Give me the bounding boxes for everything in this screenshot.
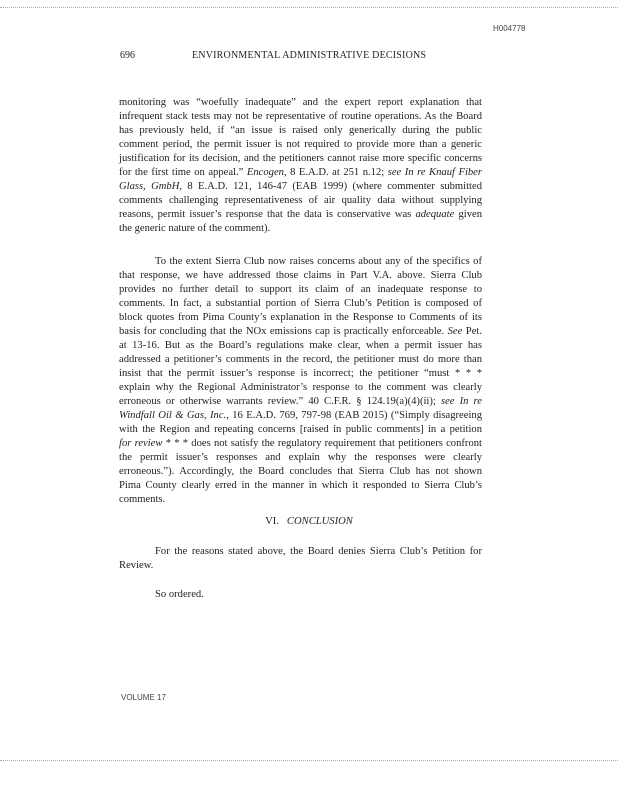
text-line <box>119 545 482 559</box>
text-line <box>119 311 482 325</box>
text-line <box>119 339 482 353</box>
text-run: comments. <box>119 494 166 505</box>
italic-text-run: see In re Knauf Fiber <box>387 167 483 178</box>
text-line <box>119 208 482 222</box>
text-line <box>119 110 482 124</box>
text-line <box>119 409 482 423</box>
text-run: block quotes from Pima County’s explanation in the Response to Comments of its <box>119 312 482 323</box>
italic-text-run: Encogen <box>246 167 284 178</box>
text-run: addressed a petitioner’s comments in the record, the petitioner must do more than <box>119 354 482 365</box>
paragraph-2 <box>119 255 482 507</box>
text-line <box>119 180 482 194</box>
text-line <box>119 437 482 451</box>
text-line <box>119 423 482 437</box>
text-line <box>119 124 482 138</box>
text-run: insist that the permit issuer’s response is incorrect; the petitioner “must * * * <box>119 368 482 379</box>
text-run: at 13-16. But as the Board’s regulations make clear, when a permit issuer has <box>119 340 482 351</box>
text-run: comments. In fact, a substantial portion of Sierra Club’s Petition is composed of <box>119 298 482 309</box>
text-line <box>119 222 482 236</box>
text-line <box>119 353 482 367</box>
text-run: basis for concluding that the NOx emissions cap is practically enforceable. <box>119 326 448 337</box>
italic-text-run: for review <box>119 438 163 449</box>
text-run: the generic nature of the comment). <box>119 223 271 234</box>
text-run: erroneous or otherwise warrants review.” 40 C.F.R. § 124.19(a)(4)(ii); <box>119 396 441 407</box>
text-run: given <box>454 209 482 220</box>
scan-border-bottom <box>0 760 618 762</box>
text-run: with the Region and repeating concerns [raised in public comments] in a petition <box>119 424 482 435</box>
scan-border-top <box>0 7 618 9</box>
text-line <box>119 297 482 311</box>
paragraph-4 <box>119 588 482 602</box>
section-title: CONCLUSION <box>286 516 353 527</box>
text-line <box>119 194 482 208</box>
text-line <box>119 152 482 166</box>
text-run: explain why the Regional Administrator’s response to the comment was clearly <box>119 382 482 393</box>
text-run: comment period, the permit issuer is not required to provide more than a generic <box>119 139 482 150</box>
text-line <box>119 395 482 409</box>
text-line <box>119 559 482 573</box>
italic-text-run: See <box>447 326 463 337</box>
bates-number: H004778 <box>493 24 526 33</box>
text-run: So ordered. <box>155 589 204 600</box>
text-run: justification for its decision, and the petitioners cannot raise more specific concerns <box>119 153 482 164</box>
text-run: * * * does not satisfy the regulatory requirement that petitioners confront <box>162 438 482 449</box>
text-run: the permit issuer’s responses and explain why the responses were clearly <box>119 452 482 463</box>
text-line <box>119 588 482 602</box>
text-run: To the extent Sierra Club now raises concerns about any of the specifics of <box>155 256 482 267</box>
text-run: infrequent stack tests may not be representative of routine operations. As the Board <box>119 111 482 122</box>
running-head: ENVIRONMENTAL ADMINISTRATIVE DECISIONS <box>192 50 427 61</box>
text-run: reasons, permit issuer’s response that the data is conservative was <box>119 209 416 220</box>
text-run: that response, we have addressed those claims in Part V.A. above. Sierra Club <box>119 270 482 281</box>
page-number: 696 <box>120 50 135 61</box>
text-line <box>119 451 482 465</box>
text-run: provides no further detail to support its claim of an inadequate response to <box>119 284 482 295</box>
text-run: , 8 E.A.D. at 251 n.12; <box>283 167 388 178</box>
text-line <box>119 269 482 283</box>
paragraph-1 <box>119 96 482 236</box>
text-line <box>119 166 482 180</box>
text-line <box>119 138 482 152</box>
section-heading <box>0 516 618 527</box>
text-run: erroneous.”). Accordingly, the Board concludes that Sierra Club has not shown <box>119 466 482 477</box>
text-run: Review. <box>119 560 154 571</box>
text-line <box>119 96 482 110</box>
text-line <box>119 479 482 493</box>
text-line <box>119 465 482 479</box>
text-run: , 16 E.A.D. 769, 797-98 (EAB 2015) (“Simply disagreeing <box>226 410 482 421</box>
italic-text-run: see In re <box>440 396 482 407</box>
text-run: monitoring was “woefully inadequate” and the expert report explanation that <box>119 97 482 108</box>
text-line <box>119 325 482 339</box>
text-line <box>119 381 482 395</box>
text-line <box>119 493 482 507</box>
text-run: comments challenging representativeness of air quality data without supplying <box>119 195 482 206</box>
italic-text-run: Glass, GmbH <box>119 181 180 192</box>
text-line <box>119 283 482 297</box>
text-run: , 8 E.A.D. 121, 146-47 (EAB 1999) (where commenter submitted <box>179 181 483 192</box>
text-run: Pima County clearly erred in the manner in which it responded to Sierra Club’s <box>119 480 482 491</box>
text-line <box>119 367 482 381</box>
text-run: has previously held, if “an issue is raised only generically during the public <box>119 125 482 136</box>
italic-text-run: Windfall Oil & Gas, Inc. <box>119 410 227 421</box>
paragraph-3 <box>119 545 482 573</box>
volume-footer: VOLUME 17 <box>121 693 166 702</box>
text-run: for the first time on appeal.” <box>119 167 247 178</box>
text-run: Pet. <box>462 326 482 337</box>
text-run: For the reasons stated above, the Board denies Sierra Club’s Petition for <box>155 546 482 557</box>
section-number: VI. <box>265 516 279 527</box>
text-line <box>119 255 482 269</box>
italic-text-run: adequate <box>415 209 455 220</box>
